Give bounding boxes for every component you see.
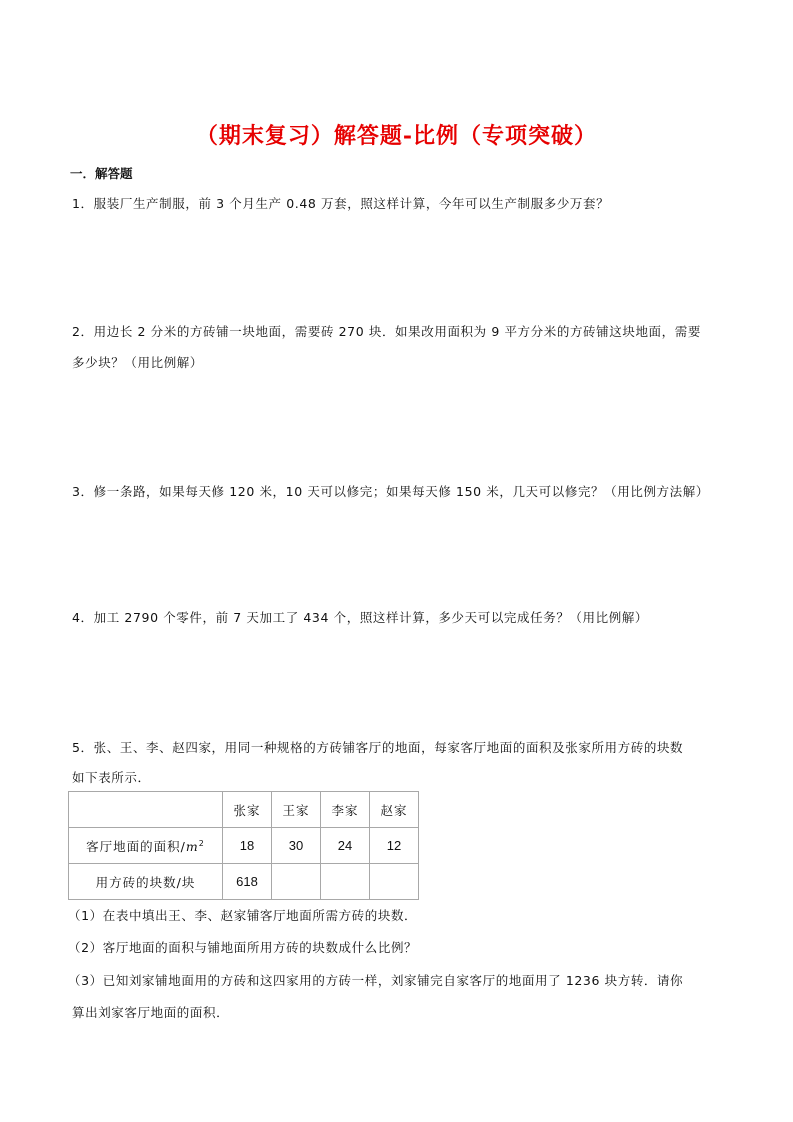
table-cell: 24 [321,828,370,864]
question-3: 3．修一条路，如果每天修 120 米，10 天可以修完；如果每天修 150 米，几天可以修完？（用比例方法解） [72,484,709,499]
sub-question-3-line-1: （3）已知刘家铺地面用的方砖和这四家用的方砖一样，刘家铺完自家客厅的地面用了 1236 块方转．请你 [68,973,684,988]
table-cell-blank [370,864,419,900]
table-cell: 18 [223,828,272,864]
table-cell: 30 [272,828,321,864]
question-5-line-1: 5．张、王、李、赵四家，用同一种规格的方砖铺客厅的地面，每家客厅地面的面积及张家所用方砖的块数 [72,740,684,755]
question-2-line-1: 2．用边长 2 分米的方砖铺一块地面，需要砖 270 块．如果改用面积为 9 平方分米的方砖铺这块地面，需要 [72,324,701,339]
table-cell-blank [321,864,370,900]
page-title: （期末复习）解答题-比例（专项突破） [195,123,598,149]
row-label-tiles: 用方砖的块数/块 [69,864,223,900]
table-header-wang: 王家 [272,792,321,828]
unit-m: m [185,838,199,854]
sub-question-3-line-2: 算出刘家客厅地面的面积． [72,1005,230,1020]
question-1: 1．服装厂生产制服，前 3 个月生产 0.48 万套，照这样计算，今年可以生产制服多少万套？ [72,196,610,211]
question-4: 4．加工 2790 个零件，前 7 天加工了 434 个，照这样计算，多少天可以完成任务？（用比例解） [72,610,649,625]
table-corner-cell [69,792,223,828]
table-row [69,828,419,864]
table-cell: 618 [223,864,272,900]
section-heading: 一．解答题 [70,166,133,181]
question-2-line-2: 多少块？（用比例解） [72,355,204,370]
area-tiles-table [68,791,419,900]
unit-sup: 2 [198,838,205,848]
table-header-zhao: 赵家 [370,792,419,828]
table-row [69,864,419,900]
row-label-text: 客厅地面的面积/ [86,838,186,854]
question-5-line-2: 如下表所示． [72,770,151,785]
table-cell: 12 [370,828,419,864]
table-header-zhang: 张家 [223,792,272,828]
table-cell-blank [272,864,321,900]
sub-question-2: （2）客厅地面的面积与铺地面所用方砖的块数成什么比例？ [68,940,418,955]
row-label-area [69,828,223,864]
table-header-li: 李家 [321,792,370,828]
sub-question-1: （1）在表中填出王、李、赵家铺客厅地面所需方砖的块数． [68,908,418,923]
table-header-row [69,792,419,828]
